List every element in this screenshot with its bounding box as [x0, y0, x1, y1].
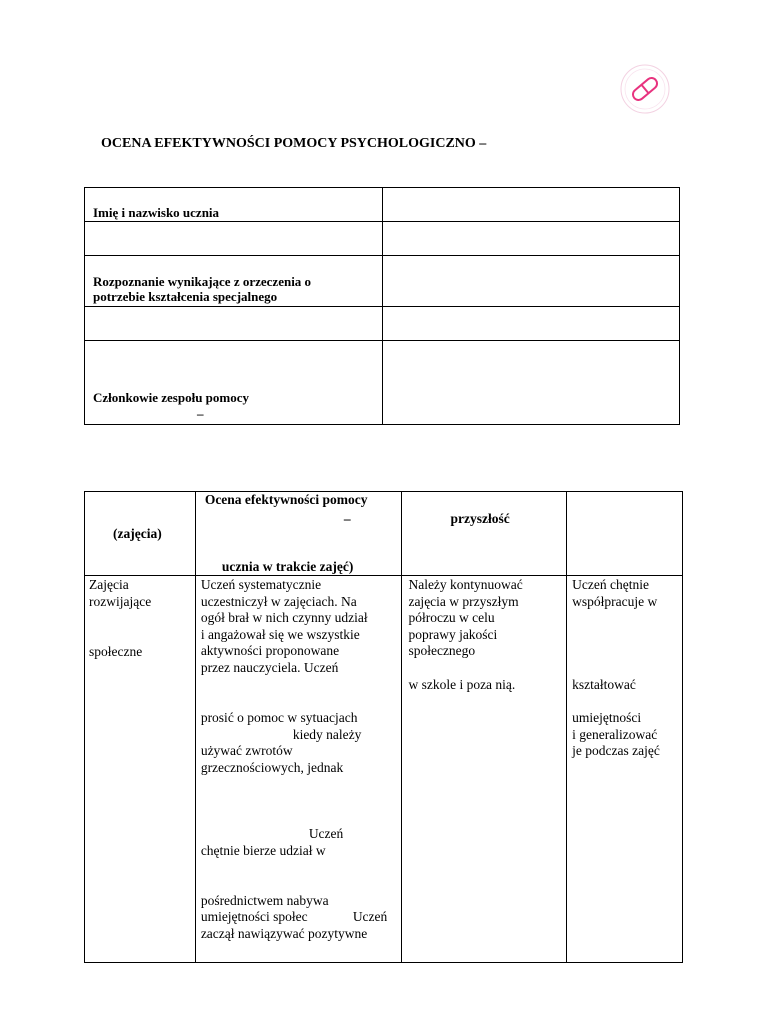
evaluation-text-line: przez nauczyciela. Uczeń — [200, 660, 339, 675]
header-cell — [195, 492, 402, 576]
activity-name-line: społeczne — [89, 644, 143, 659]
evaluation-text-line: Uczeń — [352, 909, 388, 924]
table-row — [85, 188, 680, 222]
evaluation-text-line: chętnie bierze udział w — [200, 843, 326, 858]
header-cell — [402, 492, 567, 576]
header-evaluation-line3: ucznia w trakcie zajęć) — [221, 559, 354, 574]
notes-text-line: Uczeń chętnie — [572, 577, 649, 592]
diagnosis-label: Rozpoznanie wynikające z orzeczenia o potrzebie kształcenia specjalnego — [93, 274, 312, 304]
evaluation-text-line: i angażował się we wszystkie — [200, 627, 360, 642]
activity-name-line: Zajęcia — [89, 577, 129, 592]
page-title: OCENA EFEKTYWNOŚCI POMOCY PSYCHOLOGICZNO – — [101, 136, 487, 151]
diagnosis-value[interactable] — [382, 256, 679, 307]
notes-text-line: i generalizować — [572, 727, 658, 742]
student-name-value[interactable] — [382, 188, 679, 222]
header-cell — [85, 492, 196, 576]
evaluation-text-line: umiejętności społec — [200, 909, 308, 924]
table-cell-label — [85, 188, 383, 222]
evaluation-text-line: Uczeń systematycznie — [200, 577, 322, 592]
future-text-line: społecznego — [408, 643, 476, 658]
future-text-line: półroczu w celu — [408, 610, 495, 625]
table-cell — [567, 576, 683, 963]
empty-cell — [85, 307, 383, 341]
header-future: przyszłość — [450, 511, 510, 526]
table-row — [85, 576, 683, 963]
table-row — [85, 256, 680, 307]
future-text-line: w szkole i poza nią. — [408, 677, 516, 692]
evaluation-text-line: prosić o pomoc w sytuacjach — [200, 710, 358, 725]
table-row — [85, 307, 680, 341]
evaluation-text-line: pośrednictwem nabywa — [200, 893, 329, 908]
notes-text-line: umiejętności — [572, 710, 642, 725]
table-row — [85, 222, 680, 256]
evaluation-text-line: kiedy należy — [292, 727, 362, 742]
header-evaluation-dash: – — [343, 511, 351, 526]
table-header-row — [85, 492, 683, 576]
table-row — [85, 341, 680, 425]
evaluation-text-line: używać zwrotów — [200, 743, 293, 758]
evaluation-text-line: aktywności proponowane — [200, 643, 340, 658]
table-cell — [195, 576, 402, 963]
table-cell-label — [85, 256, 383, 307]
team-members-label: Członkowie zespołu pomocy — [93, 390, 249, 405]
future-text-line: Należy kontynuować — [408, 577, 523, 592]
table-cell — [85, 576, 196, 963]
empty-value-cell[interactable] — [382, 307, 679, 341]
evaluation-text-line: grzecznościowych, jednak — [200, 760, 344, 775]
table-cell-label — [85, 341, 383, 425]
header-evaluation-line1: Ocena efektywności pomocy — [204, 492, 368, 507]
notes-text-line: kształtować — [572, 677, 636, 692]
evaluation-text-line: Uczeń — [308, 826, 344, 841]
empty-cell — [85, 222, 383, 256]
evaluation-table — [84, 491, 683, 963]
empty-value-cell[interactable] — [382, 222, 679, 256]
student-info-table — [84, 187, 680, 425]
future-text-line: poprawy jakości — [408, 627, 498, 642]
team-members-dash: – — [197, 406, 204, 421]
future-text-line: zajęcia w przyszłym — [408, 594, 519, 609]
table-cell — [402, 576, 567, 963]
team-members-value[interactable] — [382, 341, 679, 425]
evaluation-text-line: uczestniczył w zajęciach. Na — [200, 594, 357, 609]
notes-text-line: je podczas zajęć — [572, 743, 660, 758]
activity-name-line: rozwijające — [89, 594, 152, 609]
notes-text-line: współpracuje w — [572, 594, 658, 609]
header-activities: (zajęcia) — [113, 526, 162, 541]
evaluation-text-line: zaczął nawiązywać pozytywne — [200, 926, 368, 941]
evaluation-text-line: ogół brał w nich czynny udział — [200, 610, 368, 625]
student-name-label: Imię i nazwisko ucznia — [93, 205, 220, 220]
header-cell — [567, 492, 683, 576]
pill-logo-icon — [618, 62, 672, 116]
